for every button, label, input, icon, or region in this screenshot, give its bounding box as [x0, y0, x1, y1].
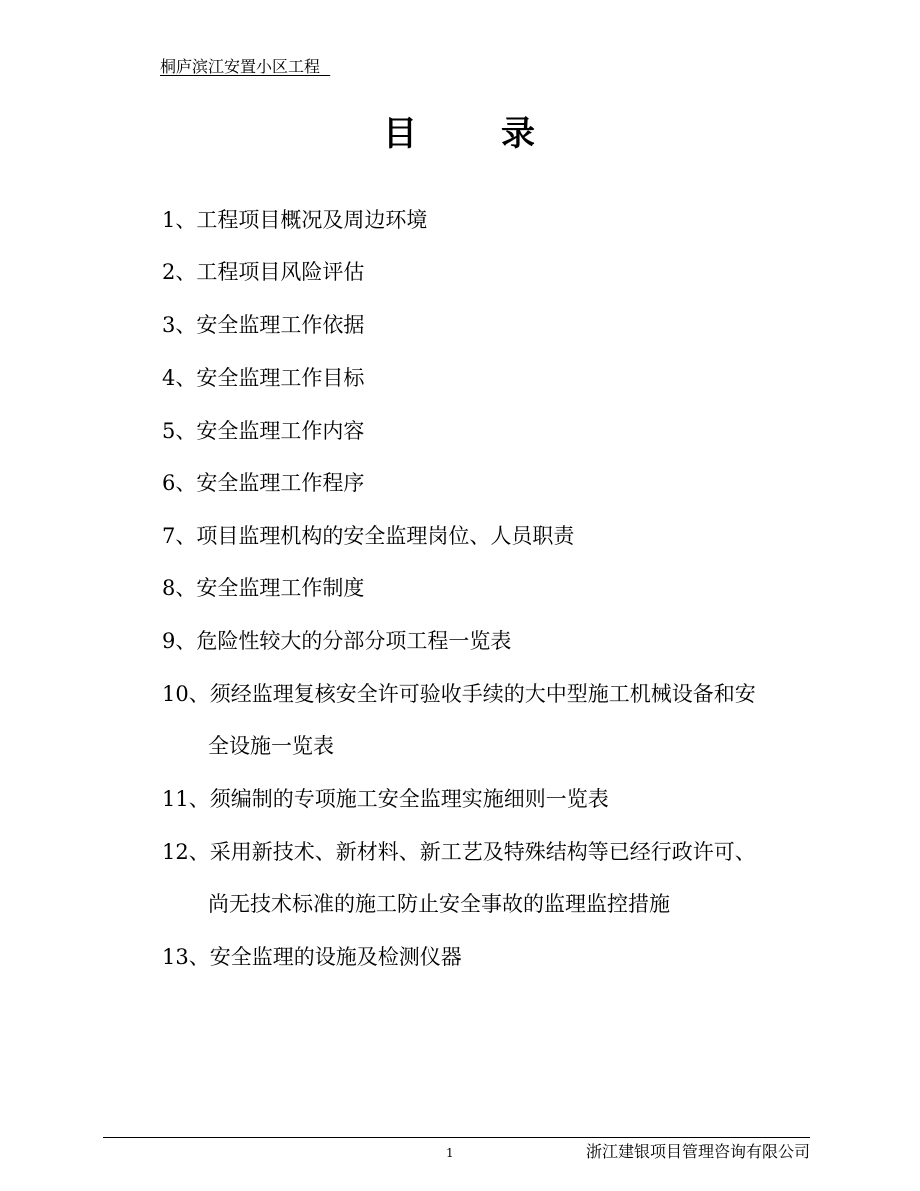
toc-item-8: 8、安全监理工作制度 [162, 576, 365, 600]
toc-item-1: 1、工程项目概况及周边环境 [162, 208, 428, 232]
toc-item-12: 12、采用新技术、新材料、新工艺及特殊结构等已经行政许可、 [162, 840, 756, 864]
document-header: 桐庐滨江安置小区工程 [160, 57, 331, 76]
title-char-left: 目 [383, 114, 419, 154]
toc-item-2: 2、工程项目风险评估 [162, 260, 365, 284]
toc-item-5: 5、安全监理工作内容 [162, 419, 365, 443]
toc-item-10-continuation: 全设施一览表 [208, 734, 334, 758]
page-number: 1 [446, 1146, 454, 1160]
toc-item-11: 11、须编制的专项施工安全监理实施细则一览表 [162, 787, 609, 811]
toc-item-3: 3、安全监理工作依据 [162, 313, 365, 337]
title-char-right: 录 [501, 114, 537, 154]
footer-company-name: 浙江建银项目管理咨询有限公司 [585, 1142, 810, 1161]
toc-item-6: 6、安全监理工作程序 [162, 471, 365, 495]
page-title [0, 110, 920, 158]
toc-item-9: 9、危险性较大的分部分项工程一览表 [162, 629, 512, 653]
toc-item-13: 13、安全监理的设施及检测仪器 [162, 945, 462, 969]
footer-divider [103, 1137, 810, 1138]
toc-item-7: 7、项目监理机构的安全监理岗位、人员职责 [162, 524, 575, 548]
toc-item-10: 10、须经监理复核安全许可验收手续的大中型施工机械设备和安 [162, 682, 756, 706]
toc-item-4: 4、安全监理工作目标 [162, 366, 365, 390]
toc-item-12-continuation: 尚无技术标准的施工防止安全事故的监理监控措施 [208, 892, 670, 916]
